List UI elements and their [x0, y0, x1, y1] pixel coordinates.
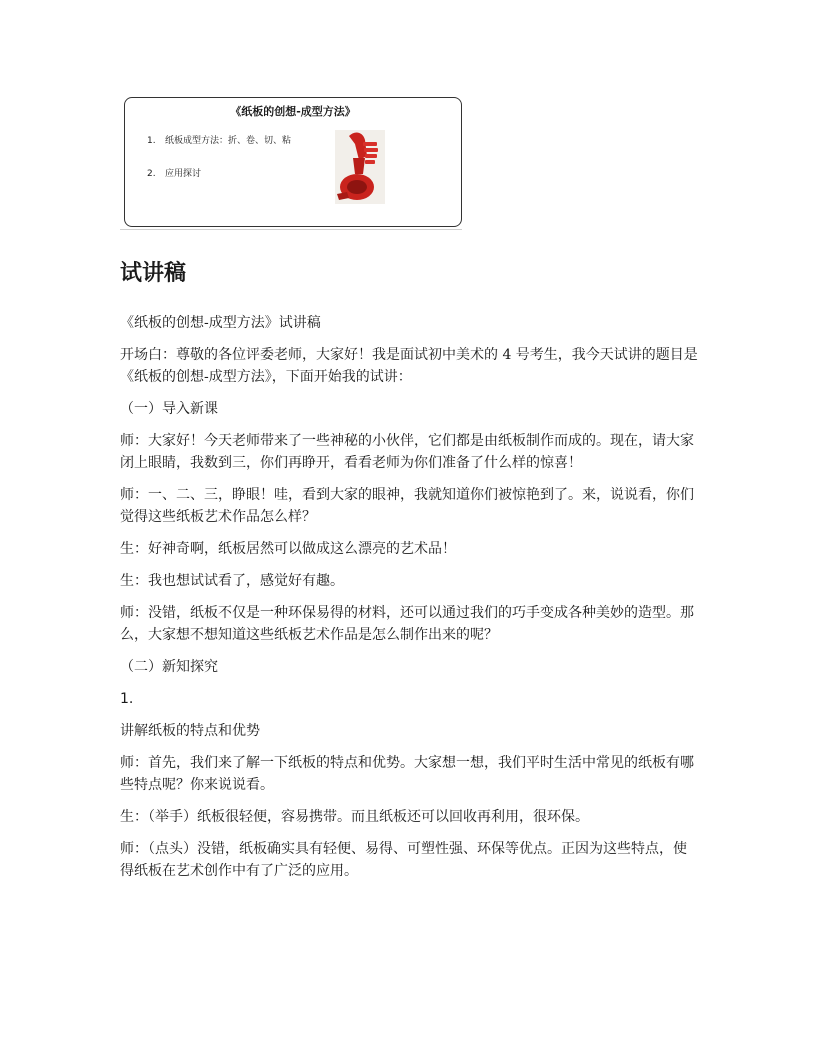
slide-item	[147, 133, 291, 146]
slide-item-text: 纸板成型方法：折、卷、切、粘	[165, 136, 292, 146]
section-heading: （一）导入新课	[120, 401, 218, 417]
paragraph: 师：大家好！今天老师带来了一些神秘的小伙伴，它们都是由纸板制作而成的。现在，请大家闭上眼睛，我数到三，你们再睁开，看看老师为你们准备了什么样的惊喜！	[120, 433, 694, 471]
subsection-heading: 讲解纸板的特点和优势	[120, 723, 260, 739]
slide-thumbnail	[124, 97, 462, 227]
document-body	[120, 312, 698, 892]
slide-item	[147, 166, 201, 179]
paragraph: 师：没错，纸板不仅是一种环保易得的材料，还可以通过我们的巧手变成各种美妙的造型。那么，大家想不想知道这些纸板艺术作品是怎么制作出来的呢？	[120, 605, 694, 643]
slide-item-number: 1.	[147, 136, 156, 146]
slide-item-text: 应用探讨	[165, 169, 202, 179]
slide-title: 《纸板的创想-成型方法》	[230, 105, 356, 118]
paragraph: 师：一、二、三，睁眼！哇，看到大家的眼神，我就知道你们被惊艳到了。来，说说看，你们觉得这些纸板艺术作品怎么样？	[120, 487, 694, 525]
section-heading: （二）新知探究	[120, 659, 218, 675]
list-number: 1.	[120, 691, 134, 707]
red-paper-sculpture-icon	[335, 130, 385, 204]
paragraph: 生：好神奇啊，纸板居然可以做成这么漂亮的艺术品！	[120, 541, 456, 557]
paragraph: 开场白：尊敬的各位评委老师，大家好！我是面试初中美术的 4 号考生，我今天试讲的题目是《纸板的创想-成型方法》，下面开始我的试讲：	[120, 347, 698, 385]
slide-item-number: 2.	[147, 169, 156, 179]
paragraph: 生：我也想试试看了，感觉好有趣。	[120, 573, 344, 589]
paragraph: 师：首先，我们来了解一下纸板的特点和优势。大家想一想，我们平时生活中常见的纸板有哪些特点呢？你来说说看。	[120, 755, 694, 793]
paragraph: 生：（举手）纸板很轻便，容易携带。而且纸板还可以回收再利用，很环保。	[120, 809, 589, 825]
page-title: 试讲稿	[120, 261, 187, 286]
paragraph: 《纸板的创想-成型方法》试讲稿	[120, 315, 321, 331]
slide-divider	[120, 229, 462, 230]
paragraph: 师：（点头）没错，纸板确实具有轻便、易得、可塑性强、环保等优点。正因为这些特点，使得纸板在艺术创作中有了广泛的应用。	[120, 841, 687, 879]
